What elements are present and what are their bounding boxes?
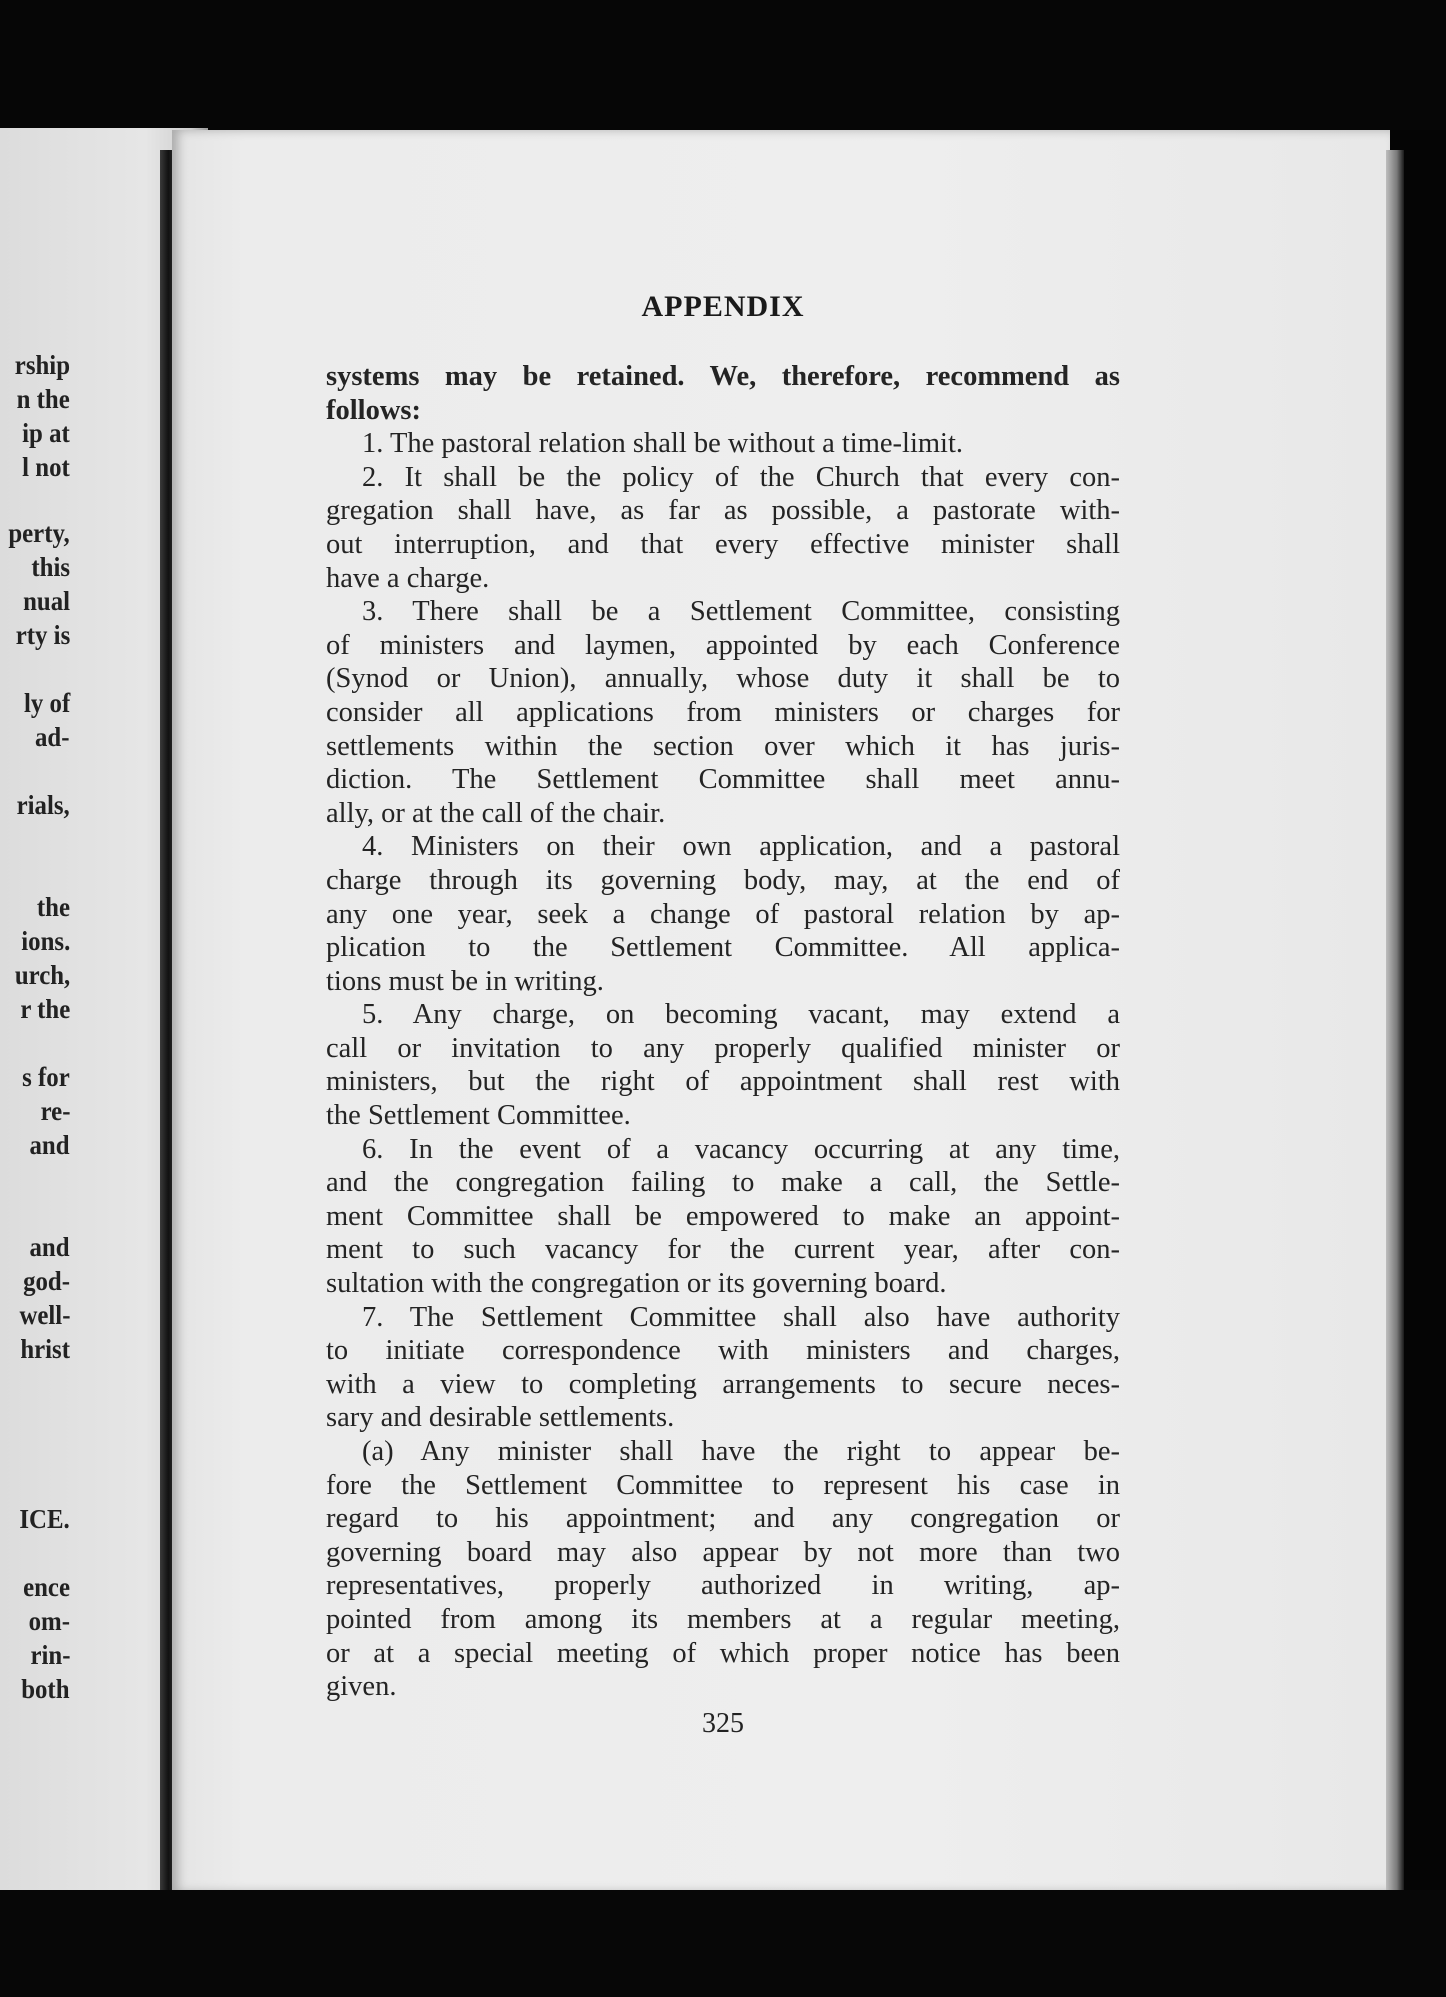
paragraph — [326, 998, 1120, 1132]
text-line-content: sultation with the congregation or its governing board. — [326, 1268, 947, 1300]
left-page-line: and — [29, 1232, 70, 1262]
text-line — [326, 1401, 1120, 1435]
text-line-content: plication to the Settlement Committee. All applica- — [326, 932, 1120, 964]
text-line — [326, 1200, 1120, 1234]
paragraph — [326, 595, 1120, 830]
text-line-content: ally, or at the call of the chair. — [326, 797, 666, 829]
text-line-content: to initiate correspondence with ministers and charges, — [326, 1335, 1120, 1367]
text-line-content: of ministers and laymen, appointed by each Conference — [326, 629, 1120, 661]
left-page-line: both — [21, 1674, 70, 1704]
paragraph — [326, 1133, 1120, 1301]
text-line-content: consider all applications from ministers or charges for — [326, 696, 1120, 728]
text-line — [326, 1670, 1120, 1704]
text-line-content: (a) Any minister shall have the right to appear be- — [362, 1436, 1120, 1467]
text-line — [326, 461, 1120, 495]
text-line — [326, 494, 1120, 528]
text-line — [326, 1435, 1120, 1469]
text-line-content: out interruption, and that every effective minister shall — [326, 528, 1120, 560]
text-line — [326, 1301, 1120, 1335]
left-page-line: urch, — [14, 960, 70, 990]
text-line-content: diction. The Settlement Committee shall meet annu- — [326, 764, 1120, 796]
text-line — [326, 562, 1120, 596]
text-line-content: systems may be retained. We, therefore, recommend as — [326, 361, 1120, 392]
text-line — [326, 864, 1120, 898]
paragraph — [326, 427, 1120, 461]
left-page-line: ICE. — [19, 1504, 70, 1534]
text-line-content: governing board may also appear by not more than two — [326, 1536, 1120, 1568]
left-page-line: s for — [22, 1062, 70, 1092]
text-line — [326, 1603, 1120, 1637]
text-line — [326, 763, 1120, 797]
text-line-content: fore the Settlement Committee to represent his case in — [326, 1469, 1120, 1501]
text-line-content: have a charge. — [326, 562, 490, 594]
left-page-line: rin- — [29, 1640, 70, 1670]
text-line-content: ment Committee shall be empowered to make an appoint- — [326, 1200, 1120, 1232]
text-line — [326, 1368, 1120, 1402]
text-line — [326, 1469, 1120, 1503]
text-line-content: 4. Ministers on their own application, and a pastoral — [362, 831, 1120, 863]
text-line-content: tions must be in writing. — [326, 965, 604, 997]
scan-background-top — [0, 0, 1446, 130]
paragraph — [326, 830, 1120, 998]
left-page-line: om- — [28, 1606, 70, 1636]
text-line-content: 2. It shall be the policy of the Church that every con- — [362, 461, 1120, 493]
left-page-line: ence — [23, 1572, 70, 1602]
text-line — [326, 1536, 1120, 1570]
text-line — [326, 1099, 1120, 1133]
page-edge-shadow — [1386, 150, 1404, 1890]
left-page-line: this — [31, 552, 70, 582]
page-number: 325 — [702, 1708, 744, 1739]
left-page-line: and — [29, 1130, 70, 1160]
text-line — [326, 595, 1120, 629]
text-line — [326, 1032, 1120, 1066]
text-line — [326, 528, 1120, 562]
running-head: APPENDIX — [641, 290, 805, 323]
text-line-content: follows: — [326, 394, 421, 426]
text-line-content: gregation shall have, as far as possible, a pastorate with- — [326, 495, 1120, 527]
text-line — [326, 898, 1120, 932]
text-line-content: 7. The Settlement Committee shall also have authority — [362, 1301, 1120, 1333]
left-page-line: rship — [14, 350, 70, 380]
left-page-line: rty is — [15, 620, 70, 650]
text-line — [326, 1065, 1120, 1099]
scan-background-bottom — [0, 1890, 1446, 1997]
text-line — [326, 1267, 1120, 1301]
text-line — [326, 1334, 1120, 1368]
text-line — [326, 830, 1120, 864]
text-line-content: 6. In the event of a vacancy occurring at any time, — [362, 1133, 1120, 1165]
left-page-line: l not — [22, 452, 70, 482]
body-text — [326, 360, 1120, 1704]
text-line-content: 5. Any charge, on becoming vacant, may extend a — [362, 999, 1120, 1031]
text-line — [326, 394, 1120, 428]
text-line-content: representatives, properly authorized in writing, ap- — [326, 1570, 1120, 1602]
text-line — [326, 1637, 1120, 1671]
text-line-content: any one year, seek a change of pastoral relation by ap- — [326, 898, 1120, 930]
text-line — [326, 1569, 1120, 1603]
text-line-content: pointed from among its members at a regular meeting, — [326, 1603, 1120, 1635]
left-page-line: ad- — [35, 722, 70, 752]
text-line-content: given. — [326, 1671, 397, 1703]
left-page-line: well- — [18, 1300, 70, 1330]
left-page-line: ions. — [20, 926, 70, 956]
left-page-line: perty, — [8, 518, 70, 548]
text-line-content: call or invitation to any properly qualified minister or — [326, 1032, 1120, 1064]
paragraph — [326, 360, 1120, 427]
left-page-line: ip at — [22, 418, 70, 448]
left-page-line: r the — [20, 994, 70, 1024]
text-line-content: (Synod or Union), annually, whose duty it shall be to — [326, 663, 1120, 695]
text-line-content: the Settlement Committee. — [326, 1100, 631, 1132]
left-page-line: god- — [23, 1266, 70, 1296]
paragraph — [326, 461, 1120, 595]
text-line-content: sary and desirable settlements. — [326, 1402, 675, 1434]
paragraph — [326, 1435, 1120, 1704]
text-line-content: regard to his appointment; and any congregation or — [326, 1503, 1120, 1535]
text-line-content: with a view to completing arrangements to secure neces- — [326, 1368, 1120, 1400]
text-line-content: or at a special meeting of which proper notice has been — [326, 1637, 1120, 1669]
text-line — [326, 998, 1120, 1032]
left-page-line: hrist — [20, 1334, 70, 1364]
text-line — [326, 1166, 1120, 1200]
text-line-content: settlements within the section over which it has juris- — [326, 730, 1120, 762]
paragraph — [326, 1301, 1120, 1435]
text-line — [326, 360, 1120, 394]
text-line-content: ministers, but the right of appointment shall rest with — [326, 1066, 1120, 1098]
left-page-line: rials, — [16, 790, 70, 820]
text-line-content: and the congregation failing to make a call, the Settle- — [326, 1167, 1120, 1199]
text-line-content: 3. There shall be a Settlement Committee, consisting — [362, 596, 1120, 628]
text-line — [326, 662, 1120, 696]
text-line — [326, 1233, 1120, 1267]
left-page-line: nual — [23, 586, 70, 616]
text-line — [326, 965, 1120, 999]
text-line — [326, 1502, 1120, 1536]
text-line-content: charge through its governing body, may, at the end of — [326, 864, 1120, 896]
text-line-content: ment to such vacancy for the current year, after con- — [326, 1234, 1120, 1266]
text-line — [326, 730, 1120, 764]
text-line-content: 1. The pastoral relation shall be without a time-limit. — [362, 428, 964, 460]
text-line — [326, 1133, 1120, 1167]
text-line — [326, 931, 1120, 965]
text-line — [326, 427, 1120, 461]
text-line — [326, 696, 1120, 730]
left-page-line: the — [36, 892, 70, 922]
left-page-line: ly of — [23, 688, 70, 718]
left-page-line: n the — [16, 384, 70, 414]
text-line — [326, 797, 1120, 831]
left-page-line: re- — [40, 1096, 70, 1126]
text-line — [326, 629, 1120, 663]
